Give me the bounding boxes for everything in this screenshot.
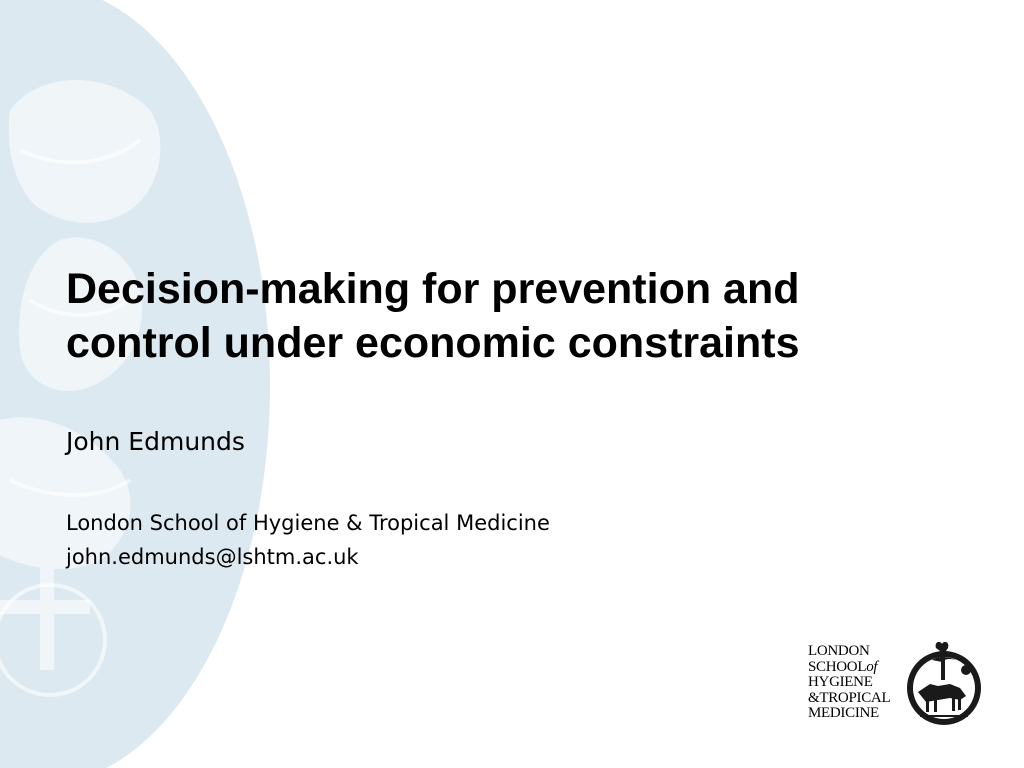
logo-line-tropical: &TROPICAL <box>808 689 891 706</box>
lshtm-crest-icon <box>904 640 984 730</box>
slide-title <box>66 262 1006 370</box>
affiliation-block <box>66 506 550 574</box>
logo-word-school: SCHOOL <box>808 658 867 675</box>
logo-line-medicine: MEDICINE <box>808 705 879 721</box>
title-line-1: Decision-making for prevention and <box>66 265 800 313</box>
logo-line-school <box>808 660 890 676</box>
author-email: john.edmunds@lshtm.ac.uk <box>66 545 359 569</box>
crest-watermark-icon <box>0 0 300 768</box>
title-line-2: control under economic constraints <box>66 319 800 367</box>
author-name: John Edmunds <box>66 427 245 456</box>
institution-name: London School of Hygiene & Tropical Medicine <box>66 511 550 535</box>
logo-line-hygiene: HYGIENE <box>808 674 873 690</box>
lshtm-logo <box>808 640 984 730</box>
logo-wordmark <box>808 644 890 722</box>
logo-line-london: LONDON <box>808 643 870 659</box>
logo-word-of: of <box>866 658 878 675</box>
